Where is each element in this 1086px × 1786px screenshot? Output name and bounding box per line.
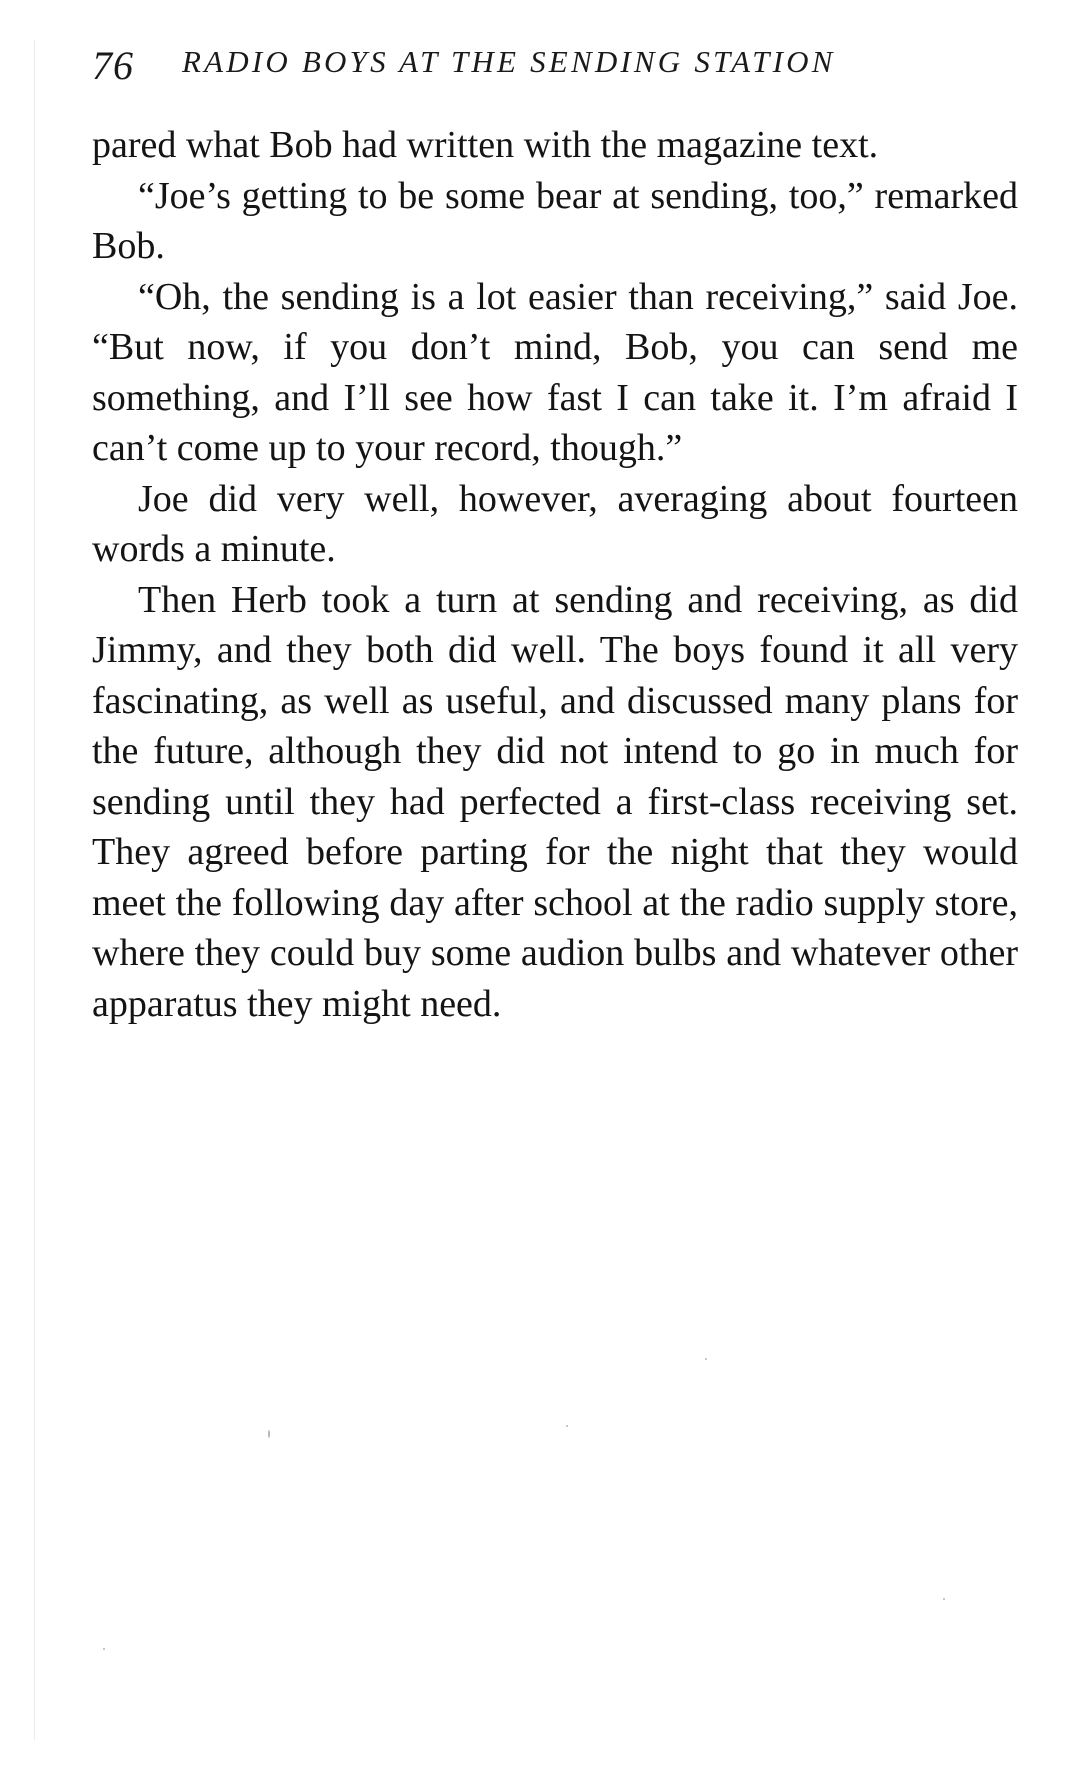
running-head	[92, 38, 1022, 98]
paper-speck	[268, 1430, 270, 1438]
page-gutter-edge	[34, 40, 35, 1740]
page-number: 76	[92, 43, 134, 88]
paper-speck	[943, 1598, 945, 1600]
paragraph-continuation: pared what Bob had written with the magazine text.	[92, 124, 879, 166]
paper-speck	[705, 1358, 707, 1360]
paper-speck	[566, 1425, 568, 1427]
paragraph: “Joe’s getting to be some bear at sending, too,” remarked Bob.	[92, 174, 1018, 267]
paragraph: “Oh, the sending is a lot easier than receiving,” said Joe. “But now, if you don’t mind, Bob, you can send me something, and I’ll see how fast I can take it. I’m afraid I can’t come up to your record, though.”	[92, 275, 1018, 469]
paper-speck	[103, 1648, 105, 1650]
body-text	[92, 120, 1018, 1029]
running-head-title: RADIO BOYS AT THE SENDING STATION	[182, 44, 836, 79]
paragraph: Joe did very well, however, averaging about fourteen words a minute.	[92, 477, 1018, 570]
paragraph: Then Herb took a turn at sending and receiving, as did Jimmy, and they both did well. The boys found it all very fascinating, as well as useful, and discussed many plans for the future, although they did not intend to go in much for sending until they had perfected a first-class receiving set. They agreed before parting for the night that they would meet the following day after school at the radio supply store, where they could buy some audion bulbs and whatever other apparatus they might need.	[92, 578, 1018, 1025]
